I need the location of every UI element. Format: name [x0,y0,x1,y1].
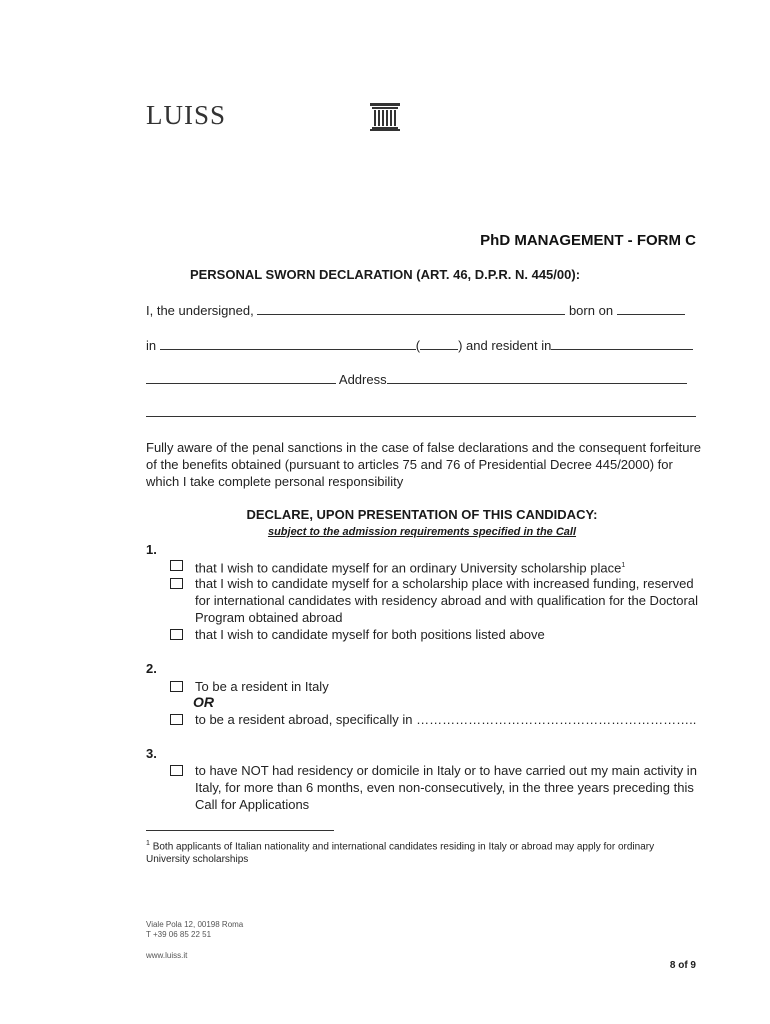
open-paren: ( [415,338,421,353]
section-3-option-1 [170,762,710,813]
born-on-label: born on [568,303,614,318]
option-label: that I wish to candidate myself for an ordinary University scholarship place [195,560,622,576]
footer-website[interactable]: www.luiss.it [146,951,188,960]
section-2-number: 2. [146,661,157,676]
footer-address-line1: Viale Pola 12, 00198 Roma [146,920,244,929]
section-1-number: 1. [146,542,157,557]
address-label: Address [338,372,387,387]
province-field[interactable] [420,337,458,350]
name-field[interactable] [257,302,565,315]
option-label: To be a resident in Italy [195,679,329,694]
section-2-option-1 [170,678,710,695]
undersigned-row [146,302,685,318]
awareness-paragraph: Fully aware of the penal sanctions in the case of false declarations and the consequent forfeiture of the benefits obtained (pursuant to articles 75 and 76 of Presidential Decree 445/2000) for which I take complete personal responsibility [146,440,702,489]
checkbox[interactable] [170,714,183,725]
option-label: that I wish to candidate myself for a scholarship place with increased funding, reserved for international candidates with residency abroad and with qualification for the Doctoral Program obtained abroad [195,576,698,625]
footnote [146,837,686,866]
section-1-option-1 [170,557,710,576]
footnote-divider [146,830,334,831]
resident-label: ) and resident in [458,338,552,353]
footnote-text: Both applicants of Italian nationality and international candidates residing in Italy or abroad may apply for ordinary University scholarships [146,841,655,866]
declare-subheading: subject to the admission requirements specified in the Call [267,526,577,538]
checkbox[interactable] [170,681,183,692]
address-row [146,371,687,387]
form-title: PhD MANAGEMENT - FORM C [480,232,696,249]
birthplace-field[interactable] [160,337,416,350]
declare-heading: DECLARE, UPON PRESENTATION OF THIS CANDIDACY: [246,507,598,522]
declaration-title: PERSONAL SWORN DECLARATION (ART. 46, D.P.R. N. 445/00): [189,267,581,282]
checkbox[interactable] [170,578,183,589]
in-label: in [146,338,157,353]
footer-address-line2: T +39 06 85 22 51 [146,930,212,939]
residence-city-field[interactable] [146,371,336,384]
option-label: to have NOT had residency or domicile in Italy or to have carried out my main activity in Italy, for more than 6 months, even non-consecutively, in the three years preceding this Call for Applications [195,763,697,812]
column-icon [370,103,400,131]
undersigned-label: I, the undersigned, [146,303,254,318]
footnote-mark: 1 [621,562,626,569]
footnote-number: 1 [146,840,150,847]
address-continued-row [146,404,696,420]
luiss-logo: LUISS [146,100,227,130]
section-3-number: 3. [146,746,157,761]
page-number: 8 of 9 [669,960,696,971]
birth-date-field[interactable] [617,302,685,315]
checkbox[interactable] [170,560,183,571]
option-label: that I wish to candidate myself for both positions listed above [195,627,545,642]
section-1-option-2 [170,575,710,626]
option-label: to be a resident abroad, specifically in ……………………………………………………….. [195,712,697,727]
or-separator: OR [193,694,214,710]
residence-field[interactable] [551,337,693,350]
checkbox[interactable] [170,765,183,776]
section-1-option-3 [170,626,710,643]
checkbox[interactable] [170,629,183,640]
address-continued-field[interactable] [146,404,696,417]
address-field[interactable] [387,371,687,384]
birthplace-row [146,337,693,353]
section-2-option-2 [170,711,710,728]
